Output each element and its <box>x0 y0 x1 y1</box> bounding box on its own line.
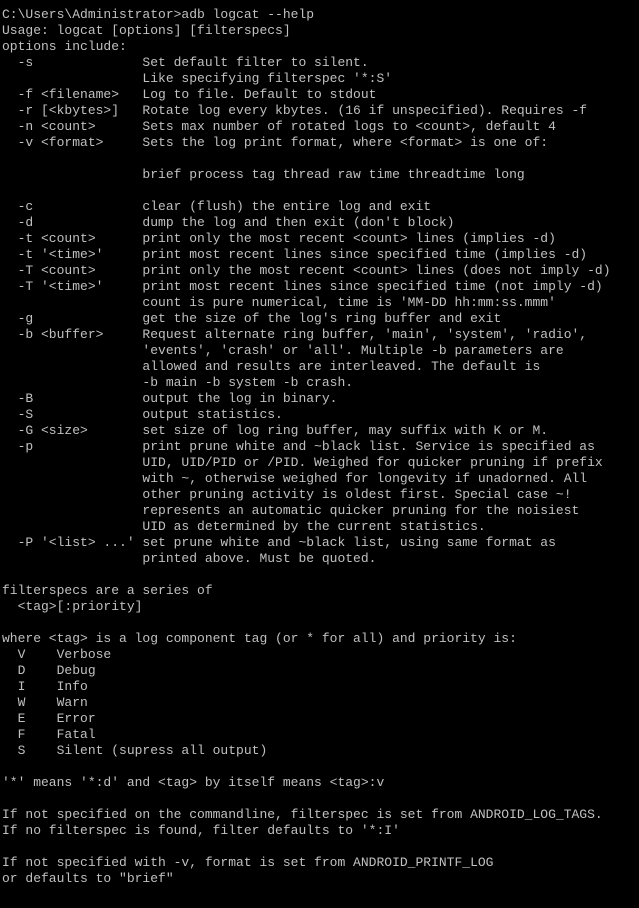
console-line: -c clear (flush) the entire log and exit <box>2 199 432 214</box>
console-line: printed above. Must be quoted. <box>2 551 377 566</box>
console-line <box>2 759 639 775</box>
console-line: represents an automatic quicker pruning for the noisiest <box>2 503 580 518</box>
console-line: where <tag> is a log component tag (or * for all) and priority is: <box>2 631 517 646</box>
console-line: If not specified on the commandline, filterspec is set from ANDROID_LOG_TAGS. <box>2 807 603 822</box>
console-line: allowed and results are interleaved. The default is <box>2 359 541 374</box>
console-line: -d dump the log and then exit (don't block) <box>2 215 455 230</box>
console-line: filterspecs are a series of <box>2 583 213 598</box>
console-line <box>2 0 639 7</box>
console-line: Usage: logcat [options] [filterspecs] <box>2 23 291 38</box>
console-line: -p print prune white and ~black list. Service is specified as <box>2 439 595 454</box>
console-line: -T <count> print only the most recent <count> lines (does not imply -d) <box>2 263 611 278</box>
console-line: UID, UID/PID or /PID. Weighed for quicker pruning if prefix <box>2 455 603 470</box>
console-line: -B output the log in binary. <box>2 391 338 406</box>
console-line: -T '<time>' print most recent lines since specified time (not imply -d) <box>2 279 603 294</box>
console-line: If no filterspec is found, filter defaults to '*:I' <box>2 823 400 838</box>
console-line: -g get the size of the log's ring buffer and exit <box>2 311 502 326</box>
console-line: S Silent (supress all output) <box>2 743 268 758</box>
console-line: <tag>[:priority] <box>2 599 143 614</box>
console-line <box>2 791 639 807</box>
console-line: -s Set default filter to silent. <box>2 55 369 70</box>
console-line: -b main -b system -b crash. <box>2 375 354 390</box>
console-line: V Verbose <box>2 647 112 662</box>
console-line: -t '<time>' print most recent lines since specified time (implies -d) <box>2 247 588 262</box>
console-line: -b <buffer> Request alternate ring buffer, 'main', 'system', 'radio', <box>2 327 588 342</box>
command-prompt-line: C:\Users\Administrator>adb logcat --help <box>2 7 315 22</box>
console-line: -r [<kbytes>] Rotate log every kbytes. (16 if unspecified). Requires -f <box>2 103 588 118</box>
console-line: If not specified with -v, format is set from ANDROID_PRINTF_LOG <box>2 855 494 870</box>
console-line: options include: <box>2 39 127 54</box>
console-line: 'events', 'crash' or 'all'. Multiple -b parameters are <box>2 343 564 358</box>
console-line <box>2 151 639 167</box>
console-line: E Error <box>2 711 96 726</box>
console-line: with ~, otherwise weighed for longevity if unadorned. All <box>2 471 588 486</box>
console-line: I Info <box>2 679 88 694</box>
console-line: '*' means '*:d' and <tag> by itself means <tag>:v <box>2 775 385 790</box>
console-line: other pruning activity is oldest first. Special case ~! <box>2 487 572 502</box>
console-line: Like specifying filterspec '*:S' <box>2 71 393 86</box>
console-line: W Warn <box>2 695 88 710</box>
console-line: count is pure numerical, time is 'MM-DD hh:mm:ss.mmm' <box>2 295 556 310</box>
console-line: F Fatal <box>2 727 96 742</box>
console-line <box>2 567 639 583</box>
console-line: -f <filename> Log to file. Default to stdout <box>2 87 377 102</box>
console-line <box>2 183 639 199</box>
console-line <box>2 615 639 631</box>
console-line: -n <count> Sets max number of rotated logs to <count>, default 4 <box>2 119 556 134</box>
console-line: -S output statistics. <box>2 407 283 422</box>
console-line: brief process tag thread raw time threadtime long <box>2 167 525 182</box>
console-line: D Debug <box>2 663 96 678</box>
console-line: -v <format> Sets the log print format, where <format> is one of: <box>2 135 549 150</box>
console-line: or defaults to "brief" <box>2 871 174 886</box>
console-line <box>2 839 639 855</box>
console-line: -t <count> print only the most recent <count> lines (implies -d) <box>2 231 556 246</box>
console-line: -G <size> set size of log ring buffer, may suffix with K or M. <box>2 423 549 438</box>
console-line: -P '<list> ...' set prune white and ~black list, using same format as <box>2 535 556 550</box>
console-line: UID as determined by the current statistics. <box>2 519 486 534</box>
